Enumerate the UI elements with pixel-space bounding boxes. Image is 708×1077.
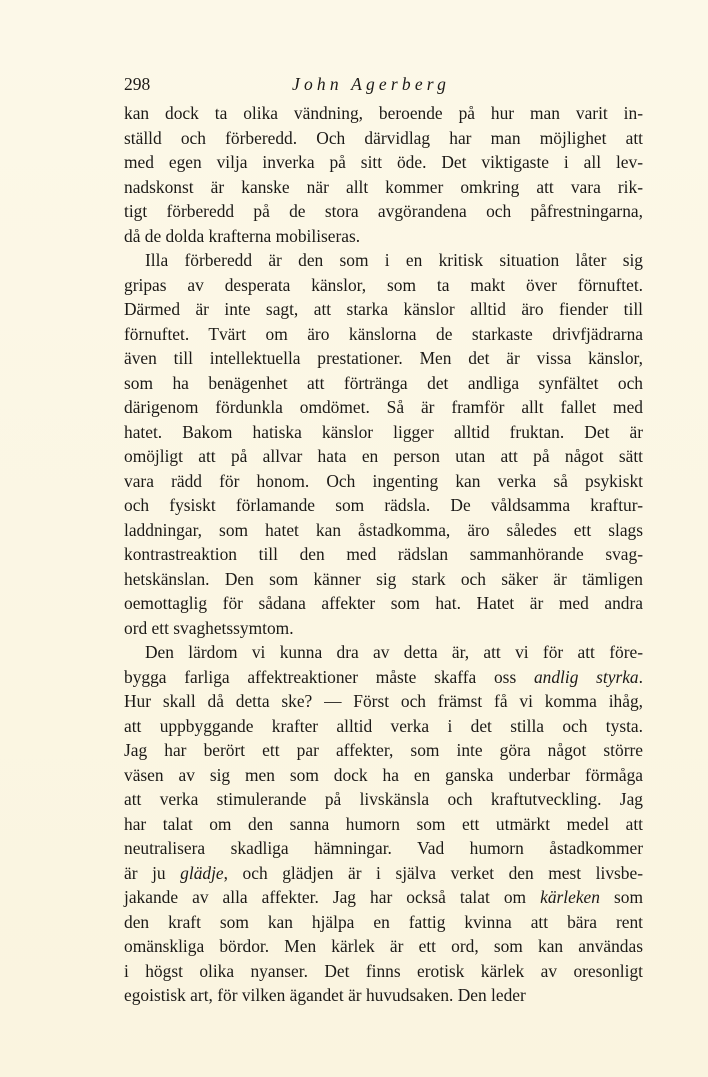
text-line (124, 297, 643, 322)
text-line (124, 616, 643, 641)
line-text: förnuftet. Tvärt om äro känslorna de starkaste drivfjädrarna (124, 323, 643, 344)
text-line (124, 959, 643, 984)
text-line (124, 420, 643, 445)
line-text: nadskonst är kanske när allt kommer omkring att vara rik- (124, 176, 643, 197)
emphasis-text: andlig styrka (533, 666, 639, 687)
text-line (124, 910, 643, 935)
line-text: . (638, 666, 643, 687)
line-text: , och glädjen är i själva verket den mest livsbe- (223, 862, 643, 883)
line-text: är ju (124, 862, 181, 883)
line-text: den kraft som kan hjälpa en fattig kvinna att bära rent (124, 911, 643, 932)
page-header (124, 74, 644, 102)
text-line (124, 518, 643, 543)
text-line (124, 150, 643, 175)
line-text: då de dolda krafterna mobiliseras. (124, 225, 361, 246)
line-text: ord ett svaghetssymtom. (124, 617, 294, 638)
line-text: därigenom fördunkla omdömet. Så är framför allt fallet med (124, 397, 643, 417)
text-line (124, 199, 643, 224)
line-text: Den lärdom vi kunna dra av detta är, att vi för att före- (145, 642, 643, 662)
line-text: med egen vilja inverka på sitt öde. Det viktigaste i all lev- (124, 152, 643, 172)
line-text: Hur skall då detta ske? — Först och främst få vi komma ihåg, (124, 691, 643, 711)
text-line (124, 469, 643, 494)
line-text: även till intellektuella prestationer. Men det är vissa känslor, (124, 348, 643, 368)
text-line (124, 689, 643, 714)
text-line (124, 371, 643, 396)
text-line (124, 444, 643, 469)
line-text: laddningar, som hatet kan åstadkomma, äro således ett slags (124, 519, 643, 540)
line-text: att verka stimulerande på livskänsla och kraftutveckling. Jag (124, 789, 643, 809)
line-text: Därmed är inte sagt, att starka känslor alltid äro fiender till (124, 299, 643, 319)
text-line (124, 763, 643, 788)
emphasis-text: glädje (180, 862, 224, 883)
text-line (124, 542, 643, 567)
line-text: omänskliga bördor. Men kärlek är ett ord, som kan användas (124, 936, 643, 956)
text-line (124, 885, 643, 910)
line-text: egoistisk art, för vilken ägandet är huvudsaken. Den leder (124, 985, 526, 1005)
page-number: 298 (124, 74, 151, 94)
line-text: hatet. Bakom hatiska känslor ligger alltid fruktan. Det är (124, 421, 643, 442)
text-line (124, 567, 643, 592)
text-line (124, 322, 643, 347)
line-text: Illa förberedd är den som i en kritisk situation låter sig (145, 250, 643, 270)
line-text: jakande av alla affekter. Jag har också talat om (124, 887, 541, 907)
running-head: John Agerberg (292, 74, 451, 94)
line-text: tigt förberedd på de stora avgörandena och påfrestningarna, (124, 201, 643, 221)
text-line (124, 738, 643, 763)
text-line (124, 787, 643, 812)
text-line (124, 591, 643, 616)
text-line (124, 126, 643, 151)
text-line (124, 640, 643, 665)
line-text: gripas av desperata känslor, som ta makt över förnuftet. (124, 274, 643, 295)
line-text: och fysiskt förlamande som rädsla. De våldsamma kraftur- (124, 495, 643, 515)
text-line (124, 175, 643, 200)
text-line (124, 224, 643, 249)
text-line (124, 983, 643, 1008)
line-text: oemottaglig för sådana affekter som hat. Hatet är med andra (124, 593, 643, 613)
line-text: i högst olika nyanser. Det finns erotisk kärlek av oresonligt (124, 960, 643, 981)
line-text: ställd och förberedd. Och därvidlag har man möjlighet att (124, 127, 643, 148)
line-text: väsen av sig men som dock ha en ganska underbar förmåga (124, 764, 643, 785)
text-line (124, 836, 643, 861)
text-line (124, 493, 643, 518)
line-text: omöjligt att på allvar hata en person utan att på något sätt (124, 446, 643, 466)
line-text: kan dock ta olika vändning, beroende på hur man varit in- (124, 103, 643, 123)
line-text: som (599, 887, 643, 907)
body-text (124, 101, 643, 1008)
line-text: vara rädd för honom. Och ingenting kan verka så psykiskt (124, 470, 643, 491)
line-text: Jag har berört ett par affekter, som inte göra något större (124, 740, 643, 760)
text-line (124, 248, 643, 273)
text-line (124, 273, 643, 298)
emphasis-text: kärleken (540, 887, 600, 907)
text-line (124, 101, 643, 126)
text-line (124, 934, 643, 959)
line-text: neutralisera skadliga hämningar. Vad humorn åstadkommer (124, 838, 643, 858)
text-line (124, 861, 643, 886)
line-text: att uppbyggande krafter alltid verka i det stilla och tysta. (124, 715, 643, 736)
line-text: har talat om den sanna humorn som ett utmärkt medel att (124, 813, 643, 834)
line-text: som ha benägenhet att förtränga det andliga synfältet och (124, 372, 643, 393)
text-line (124, 346, 643, 371)
text-line (124, 812, 643, 837)
line-text: bygga farliga affektreaktioner måste skaffa oss (124, 666, 534, 687)
text-line (124, 665, 643, 690)
line-text: hetskänslan. Den som känner sig stark och säker är tämligen (124, 568, 643, 589)
line-text: kontrastreaktion till den med rädslan sammanhörande svag- (124, 544, 643, 564)
text-line (124, 395, 643, 420)
text-line (124, 714, 643, 739)
